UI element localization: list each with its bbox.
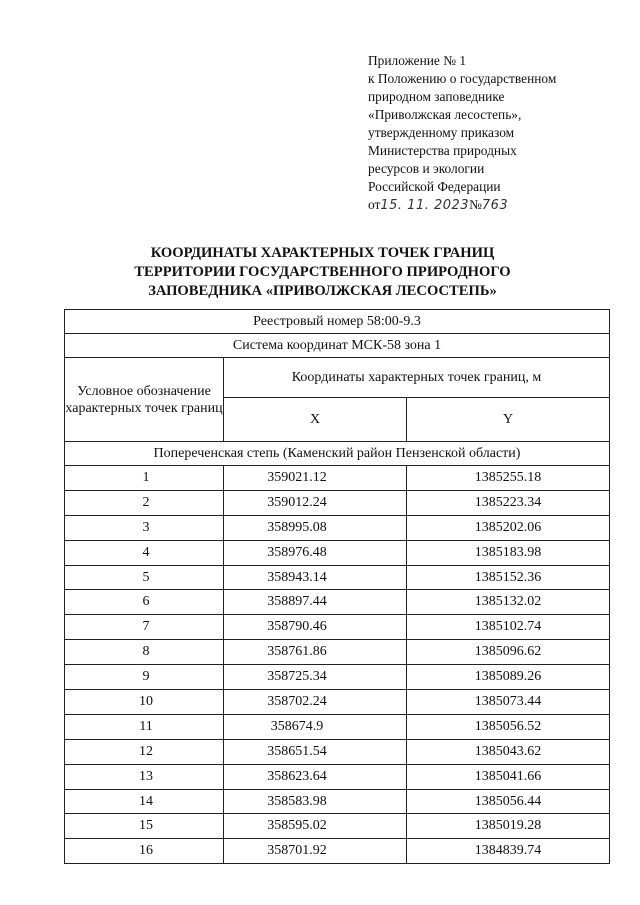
- y-value: 1385043.62: [407, 739, 610, 764]
- point-designation-header: Условное обозначение характерных точек границ: [65, 358, 224, 442]
- x-header: X: [224, 398, 407, 442]
- y-value: 1385102.74: [407, 615, 610, 640]
- point-number: 12: [65, 739, 224, 764]
- table-row: [65, 565, 610, 590]
- point-number: 13: [65, 764, 224, 789]
- x-value: 358976.48: [224, 540, 407, 565]
- y-value: 1385132.02: [407, 590, 610, 615]
- x-value: 358702.24: [224, 690, 407, 715]
- y-value: 1385223.34: [407, 490, 610, 515]
- y-value: 1385019.28: [407, 814, 610, 839]
- appendix-line: утвержденному приказом: [368, 125, 515, 140]
- y-value: 1385202.06: [407, 515, 610, 540]
- table-row: [65, 665, 610, 690]
- y-header: Y: [407, 398, 610, 442]
- x-value: 359021.12: [224, 466, 407, 491]
- y-value: 1385056.44: [407, 789, 610, 814]
- coordinate-system: Система координат МСК-58 зона 1: [65, 334, 610, 358]
- y-value: 1385255.18: [407, 466, 610, 491]
- table-row: [65, 814, 610, 839]
- appendix-line: природном заповеднике: [368, 89, 505, 104]
- y-value: 1385041.66: [407, 764, 610, 789]
- point-number: 8: [65, 640, 224, 665]
- point-number: 2: [65, 490, 224, 515]
- table-row: [65, 590, 610, 615]
- table-row: [65, 466, 610, 491]
- x-value: 358761.86: [224, 640, 407, 665]
- x-value: 358623.64: [224, 764, 407, 789]
- x-value: 358995.08: [224, 515, 407, 540]
- x-value: 359012.24: [224, 490, 407, 515]
- title-line: ТЕРРИТОРИИ ГОСУДАРСТВЕННОГО ПРИРОДНОГО: [134, 264, 511, 280]
- appendix-line: Российской Федерации: [368, 179, 501, 194]
- table-row: [65, 515, 610, 540]
- point-number: 7: [65, 615, 224, 640]
- x-value: 358583.98: [224, 789, 407, 814]
- point-number: 3: [65, 515, 224, 540]
- point-number: 1: [65, 466, 224, 491]
- table-row: [65, 739, 610, 764]
- x-value: 358943.14: [224, 565, 407, 590]
- point-number: 16: [65, 839, 224, 864]
- table-row: [65, 540, 610, 565]
- point-number: 4: [65, 540, 224, 565]
- point-number: 11: [65, 714, 224, 739]
- table-row: [65, 640, 610, 665]
- coordinates-table: [64, 309, 610, 864]
- x-value: 358897.44: [224, 590, 407, 615]
- point-number: 10: [65, 690, 224, 715]
- table-row: [65, 490, 610, 515]
- point-number: 15: [65, 814, 224, 839]
- title-line: ЗАПОВЕДНИКА «ПРИВОЛЖСКАЯ ЛЕСОСТЕПЬ»: [148, 283, 497, 299]
- y-value: 1385152.36: [407, 565, 610, 590]
- point-number: 14: [65, 789, 224, 814]
- x-value: 358790.46: [224, 615, 407, 640]
- appendix-block: [368, 52, 618, 215]
- y-value: 1385096.62: [407, 640, 610, 665]
- coordinates-header: Координаты характерных точек границ, м: [224, 358, 610, 398]
- table-row: [65, 615, 610, 640]
- document-title: [40, 244, 605, 301]
- title-line: КООРДИНАТЫ ХАРАКТЕРНЫХ ТОЧЕК ГРАНИЦ: [150, 245, 495, 261]
- y-value: 1385089.26: [407, 665, 610, 690]
- point-number: 5: [65, 565, 224, 590]
- x-value: 358651.54: [224, 739, 407, 764]
- y-value: 1385073.44: [407, 690, 610, 715]
- table-row: [65, 690, 610, 715]
- table-row: [65, 789, 610, 814]
- table-row: [65, 839, 610, 864]
- appendix-line: ресурсов и экологии: [368, 161, 485, 176]
- handwritten-date: 15. 11. 2023: [380, 198, 470, 213]
- appendix-line: к Положению о государственном: [368, 71, 557, 86]
- table-row: [65, 714, 610, 739]
- handwritten-number: 763: [481, 198, 509, 213]
- table-row: [65, 764, 610, 789]
- x-value: 358701.92: [224, 839, 407, 864]
- number-sign: №: [469, 197, 482, 212]
- section-header: Попереченская степь (Каменский район Пензенской области): [65, 442, 610, 466]
- appendix-line: Приложение № 1: [368, 53, 467, 68]
- point-number: 9: [65, 665, 224, 690]
- appendix-line: «Приволжская лесостепь»,: [368, 107, 522, 122]
- appendix-line: Министерства природных: [368, 143, 517, 158]
- point-number: 6: [65, 590, 224, 615]
- order-date-line: [368, 196, 618, 215]
- y-value: 1384839.74: [407, 839, 610, 864]
- x-value: 358595.02: [224, 814, 407, 839]
- x-value: 358674.9: [224, 714, 407, 739]
- registry-number: Реестровый номер 58:00-9.3: [65, 310, 610, 334]
- date-prefix: от: [368, 197, 381, 212]
- y-value: 1385056.52: [407, 714, 610, 739]
- x-value: 358725.34: [224, 665, 407, 690]
- y-value: 1385183.98: [407, 540, 610, 565]
